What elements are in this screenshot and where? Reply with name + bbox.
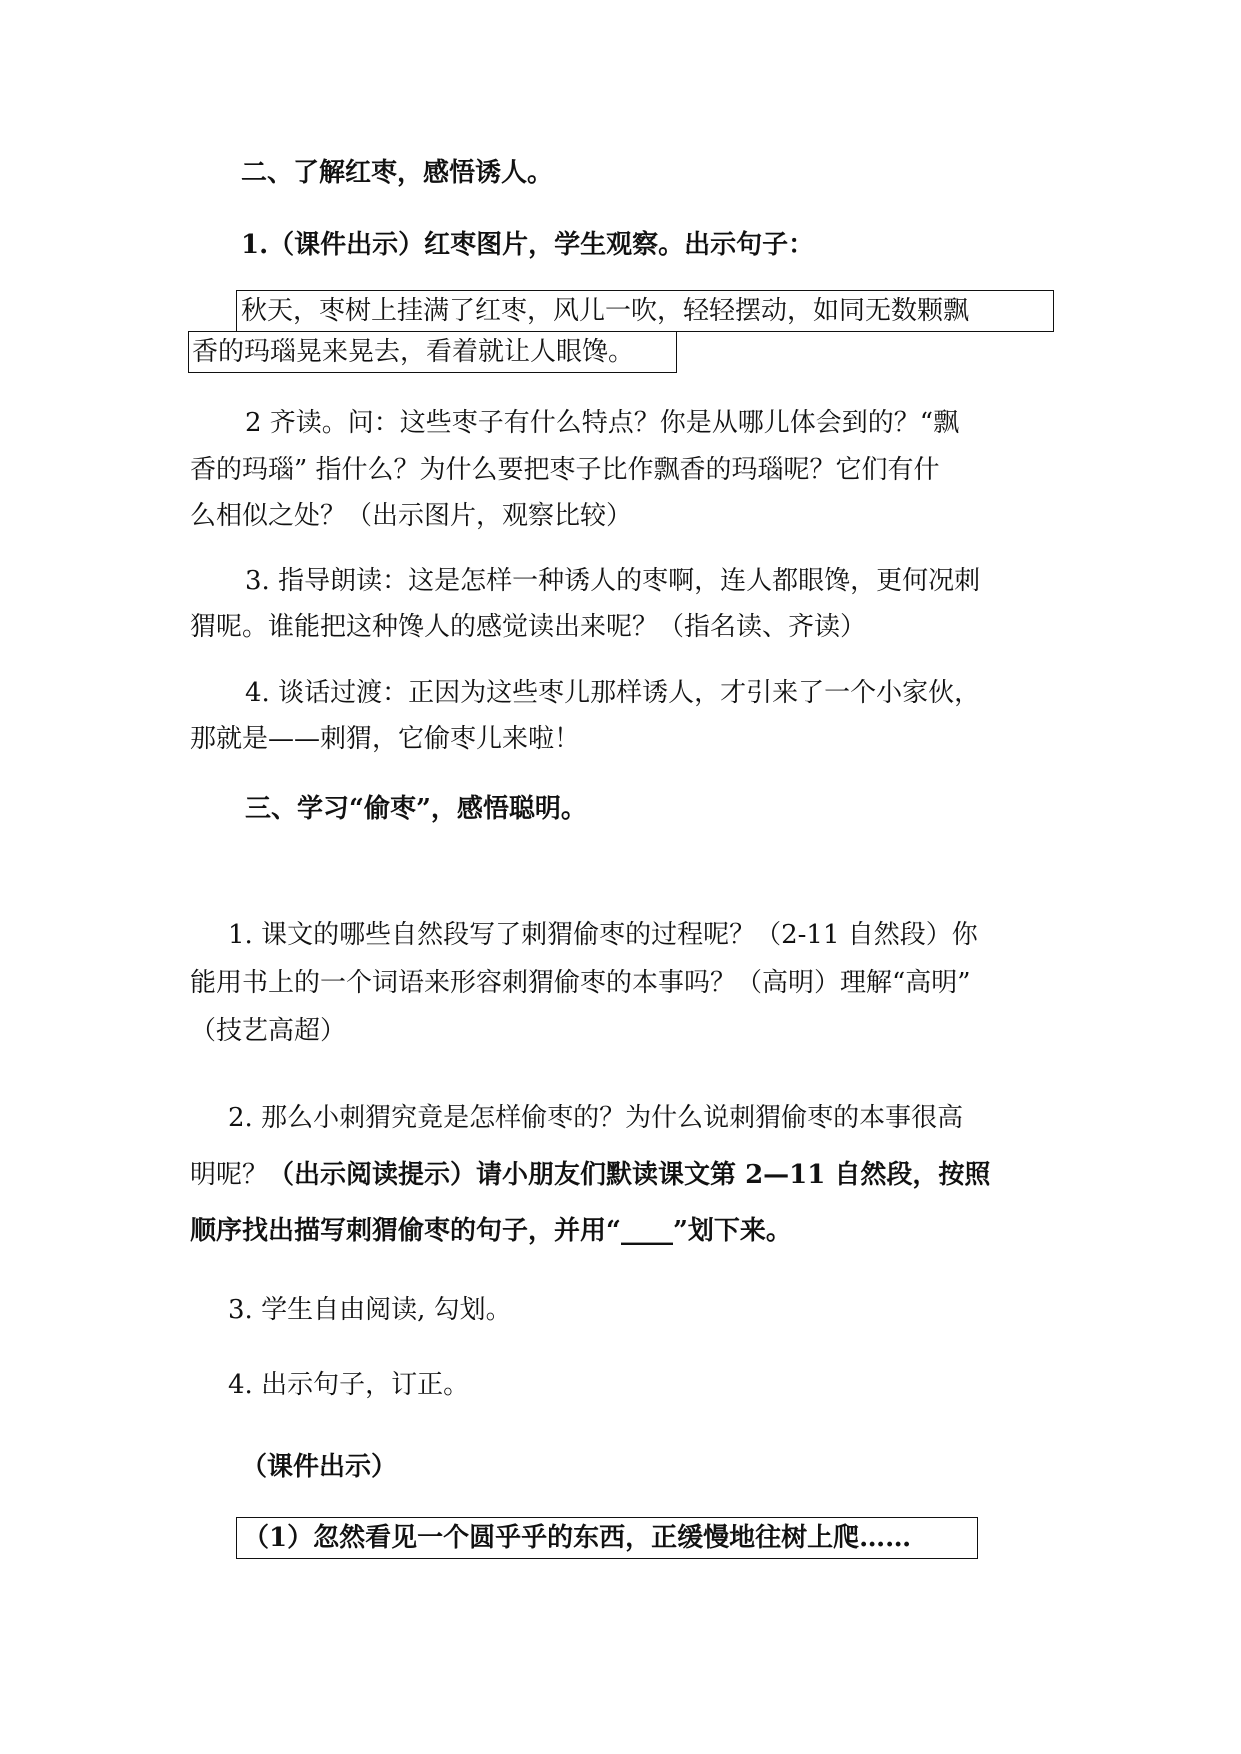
section3-item2-line3: 顺序找出描写刺猬偷枣的句子，并用“____”划下来。 xyxy=(190,1216,792,1246)
quote-text-line2: 香的玛瑙晃来晃去，看着就让人眼馋。 xyxy=(192,337,635,367)
section2-item3-line2: 猬呢。谁能把这种馋人的感觉读出来呢？（指名读、齐读） xyxy=(190,612,867,642)
courseware-label: （课件出示） xyxy=(241,1452,398,1482)
section3-item4: 4. 出示句子，订正。 xyxy=(228,1370,470,1400)
section2-item3-line1: 3. 指导朗读：这是怎样一种诱人的枣啊，连人都眼馋，更何况刺 xyxy=(245,566,981,596)
section3-item3: 3. 学生自由阅读, 勾划。 xyxy=(228,1295,512,1325)
quote-text-line1: 秋天，枣树上挂满了红枣，风儿一吹，轻轻摆动，如同无数颗飘 xyxy=(241,296,970,326)
section2-item2-line2: 香的玛瑙” 指什么？为什么要把枣子比作飘香的玛瑙呢？它们有什 xyxy=(190,455,940,485)
section2-item2-line1: 2 齐读。问：这些枣子有什么特点？你是从哪儿体会到的？“飘 xyxy=(245,408,960,438)
section3-item2-line1: 2. 那么小刺猬究竟是怎样偷枣的？为什么说刺猬偷枣的本事很高 xyxy=(228,1103,964,1133)
section2-item4-line2: 那就是——刺猬，它偷枣儿来啦！ xyxy=(190,724,581,754)
section3-item1-line3: （技艺高超） xyxy=(190,1016,347,1046)
quote-box-1-line2 xyxy=(188,331,677,373)
quote-box-2 xyxy=(236,1517,978,1559)
section2-item2-line3: 么相似之处？（出示图片，观察比较） xyxy=(190,501,633,531)
section2-heading: 二、了解红枣，感悟诱人。 xyxy=(241,158,554,188)
section3-item2-line2-plain: 明呢？ xyxy=(190,1160,269,1190)
section3-item2-line2-bold: （出示阅读提示）请小朋友们默读课文第 2—11 自然段，按照 xyxy=(268,1160,991,1190)
quote-box-1-line1 xyxy=(236,290,1054,332)
section3-heading: 三、学习“偷枣”，感悟聪明。 xyxy=(245,794,587,824)
section3-item2-line2 xyxy=(190,1162,990,1188)
section3-item1-line2: 能用书上的一个词语来形容刺猬偷枣的本事吗？（高明）理解“高明” xyxy=(190,968,971,998)
section2-item1-text: 1.（课件出示）红枣图片，学生观察。出示句子： xyxy=(241,230,815,260)
quote-2-text: （1）忽然看见一个圆乎乎的东西，正缓慢地往树上爬…… xyxy=(243,1523,912,1553)
section2-item4-line1: 4. 谈话过渡：正因为这些枣儿那样诱人，才引来了一个小家伙， xyxy=(245,678,981,708)
section3-item1-line1: 1. 课文的哪些自然段写了刺猬偷枣的过程呢？（2-11 自然段）你 xyxy=(228,920,978,950)
section2-item1 xyxy=(241,232,814,258)
